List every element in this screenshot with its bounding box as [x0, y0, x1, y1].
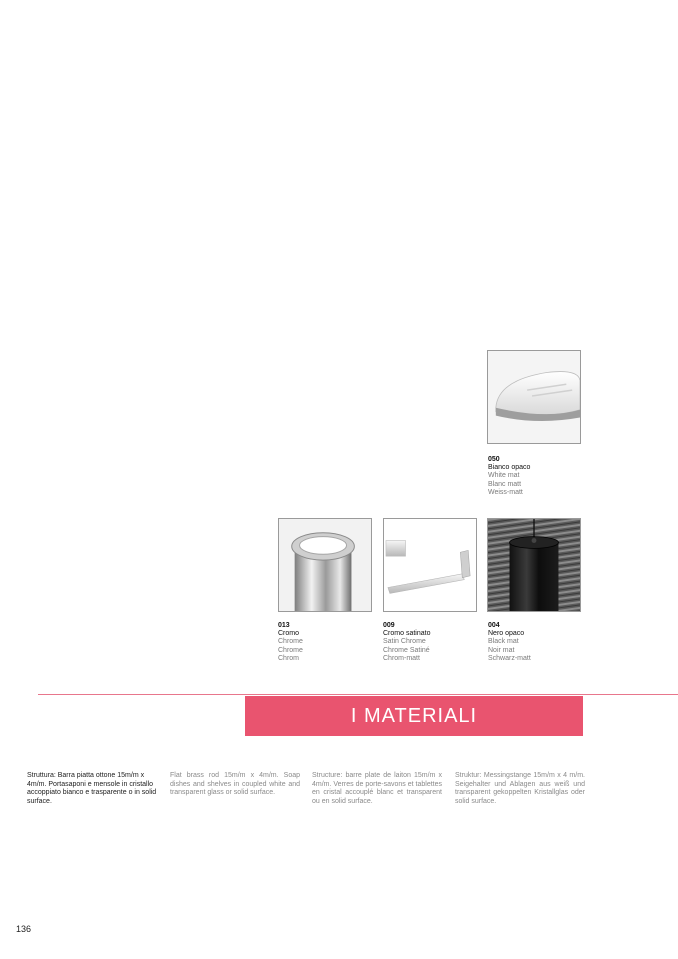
finish-name-fr: Blanc matt	[488, 480, 522, 488]
satin-towel-bar-icon	[384, 519, 476, 611]
finish-name-de: Chrom-matt	[383, 654, 420, 662]
finish-name-fr: Chrome	[278, 646, 303, 654]
section-title: I MATERIALI	[350, 704, 478, 727]
finish-code: 004	[488, 622, 500, 629]
finish-caption-009	[383, 622, 483, 663]
finish-name-de: Weiss-matt	[488, 488, 523, 496]
finish-name-fr: Noir mat	[488, 646, 515, 654]
finish-name-en: White mat	[488, 472, 520, 480]
finish-swatch-009	[383, 518, 477, 612]
page-number: 136	[16, 924, 32, 934]
finish-name: Nero opaco	[488, 630, 525, 638]
finish-name: Cromo	[278, 630, 300, 638]
finish-name-en: Satin Chrome	[383, 638, 426, 646]
finish-swatch-013	[278, 518, 372, 612]
finish-code: 013	[278, 622, 290, 629]
section-title-banner	[245, 696, 583, 736]
finish-swatch-004	[487, 518, 581, 612]
black-container-icon	[488, 519, 580, 611]
finish-name-de: Chrom	[278, 654, 300, 662]
finish-name-en: Chrome	[278, 638, 303, 646]
finish-name-fr: Chrome Satiné	[383, 646, 430, 654]
description-german: Struktur: Messingstange 15m/m x 4 m/m. Seigehalter und Ablagen aus weiß und transparent gekoppelten Kristallglas oder solid surface.	[455, 772, 585, 805]
finish-caption-004	[488, 622, 588, 663]
finish-swatch-050	[487, 350, 581, 444]
chrome-tumbler-holder-icon	[279, 519, 371, 611]
finish-caption-050	[488, 456, 588, 497]
section-divider	[38, 694, 678, 695]
finish-name-de: Schwarz-matt	[488, 654, 531, 662]
finish-code: 009	[383, 622, 395, 629]
finish-name: Bianco opaco	[488, 464, 531, 472]
finish-name-en: Black mat	[488, 638, 519, 646]
description-french: Structure: barre plate de laiton 15m/m x 4m/m. Verres de porte-savons et tablettes en cristal accouplé blanc et transparent ou en solid surface.	[312, 772, 442, 805]
finish-caption-013	[278, 622, 378, 663]
finish-code: 050	[488, 456, 500, 463]
finish-name: Cromo satinato	[383, 630, 431, 638]
white-soap-dish-icon	[488, 351, 580, 443]
description-italian: Struttura: Barra piatta ottone 15m/m x 4m/m. Portasaponi e mensole in cristallo accoppiato bianco e trasparente o in solid surface.	[27, 772, 157, 805]
description-english: Flat brass rod 15m/m x 4m/m. Soap dishes and shelves in coupled white and transparent glass or solid surface.	[170, 772, 300, 797]
